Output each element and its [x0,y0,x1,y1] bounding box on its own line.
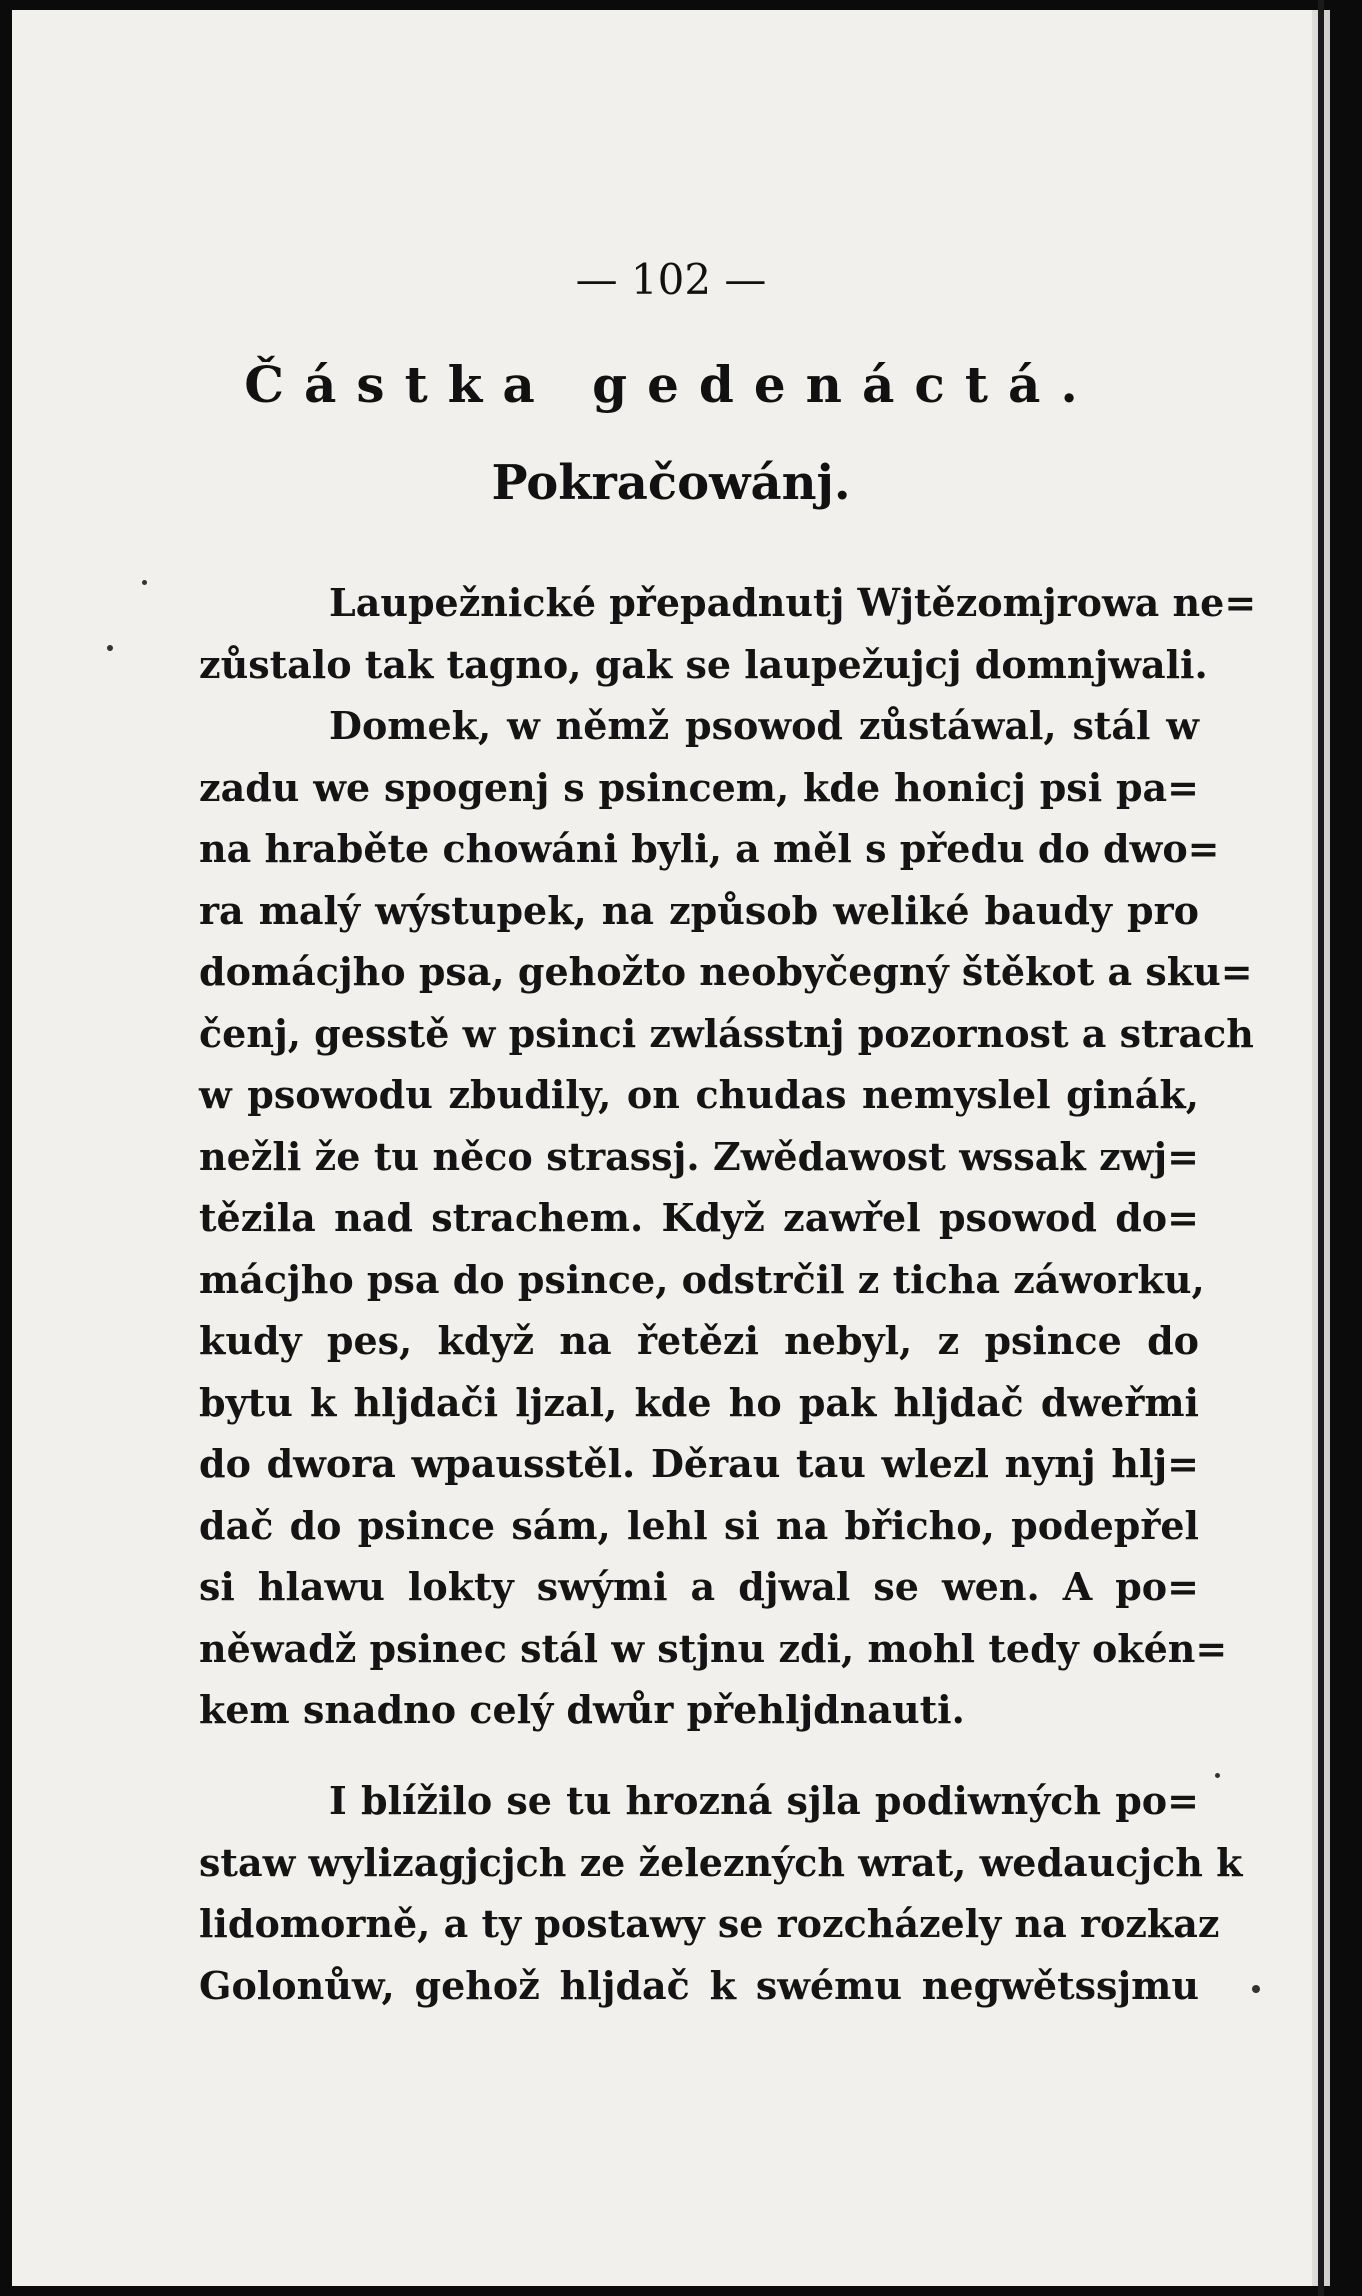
paragraph-2 [199,1770,1243,2016]
text-line: zadu we spogenj s psincem, kde honicj psi pa= [199,764,1199,810]
page-number: — 102 — [575,255,767,304]
text-line: nežli že tu něco strassj. Zwědawost wssak zwj= [199,1133,1199,1179]
text-line: čenj, gesstě w psinci zwlásstnj pozornost a strach [199,1010,1254,1056]
text-line: mácjho psa do psince, odstrčil z ticha záworku, [199,1256,1205,1302]
text-line: w psowodu zbudily, on chudas nemyslel ginák, [199,1072,1199,1117]
chapter-title: Částka gedenáctá. [244,355,1098,414]
text-line: něwadž psinec stál w stjnu zdi, mohl tedy okén= [199,1625,1228,1671]
text-line: domácjho psa, gehožto neobyčegný štěkot a sku= [199,949,1253,994]
ink-speck [107,645,113,651]
text-line: si hlawu lokty swými a djwal se wen. A po= [199,1564,1199,1609]
text-line: lidomorně, a ty postawy se rozcházely na rozkaz [199,1901,1220,1946]
ink-speck [142,580,147,585]
chapter-subtitle: Pokračowánj. [491,455,851,511]
text-line: dač do psince sám, lehl si na břicho, podepřel [199,1502,1199,1548]
text-line: kem snadno celý dwůr přehljdnauti. [199,1687,965,1732]
text-line: ra malý wýstupek, na způsob weliké baudy pro [199,887,1199,933]
text-line: bytu k hljdači ljzal, kde ho pak hljdač dweřmi [199,1379,1199,1425]
paragraph-1 [199,572,1257,1741]
text-line: Golonůw, gehož hljdač k swému negwětssjmu [199,1962,1199,2008]
text-line: na hraběte chowáni byli, a měl s předu do dwo= [199,826,1220,871]
ink-speck [1215,1773,1220,1778]
text-line: Laupežnické přepadnutj Wjtězomjrowa ne= [329,580,1257,625]
text-line: do dwora wpausstěl. Děrau tau wlezl nynj hlj= [199,1441,1199,1486]
text-line: kudy pes, když na řetězi nebyl, z psince do [199,1318,1199,1363]
book-page [12,10,1330,2286]
text-line: tězila nad strachem. Když zawřel psowod do= [199,1195,1199,1240]
text-line: I blížilo se tu hrozná sjla podiwných po= [329,1778,1199,1823]
ink-speck [1252,1985,1260,1993]
text-line: staw wylizagjcjch ze železných wrat, wedaucjch k [199,1839,1243,1885]
page-edge [1318,0,1324,2296]
text-line: Domek, w němž psowod zůstáwal, stál w [329,703,1199,748]
text-line: zůstalo tak tagno, gak se laupežujcj domnjwali. [199,641,1208,687]
